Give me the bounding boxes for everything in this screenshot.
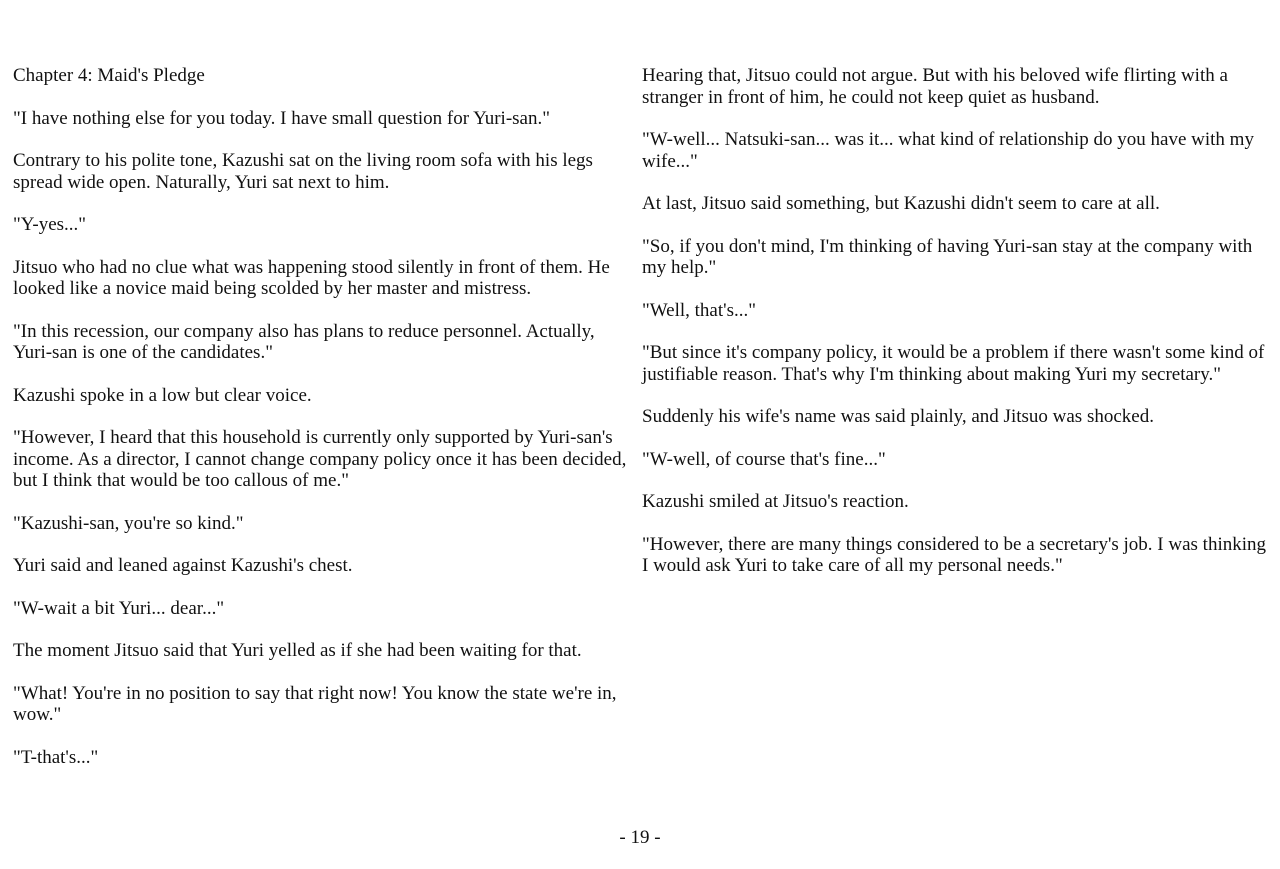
paragraph: "However, there are many things considered to be a secretary's job. I was thinking I would ask Yuri to take care of all my personal needs." bbox=[642, 533, 1267, 576]
paragraph: "W-well, of course that's fine..." bbox=[642, 448, 886, 470]
paragraph: "W-wait a bit Yuri... dear..." bbox=[13, 597, 225, 619]
paragraph: "Kazushi-san, you're so kind." bbox=[13, 512, 244, 534]
paragraph: "Well, that's..." bbox=[642, 299, 756, 321]
paragraph: "Y-yes..." bbox=[13, 214, 87, 235]
chapter-title: Chapter 4: Maid's Pledge bbox=[13, 65, 205, 86]
paragraph: Kazushi smiled at Jitsuo's reaction. bbox=[642, 491, 909, 512]
paragraph: "T-that's..." bbox=[13, 746, 99, 768]
paragraph: The moment Jitsuo said that Yuri yelled as if she had been waiting for that. bbox=[13, 640, 582, 661]
paragraph: Kazushi spoke in a low but clear voice. bbox=[13, 384, 312, 406]
paragraph: "I have nothing else for you today. I have small question for Yuri-san." bbox=[13, 107, 551, 129]
paragraph: "So, if you don't mind, I'm thinking of having Yuri-san stay at the company with my help." bbox=[642, 235, 1253, 278]
paragraph: At last, Jitsuo said something, but Kazushi didn't seem to care at all. bbox=[642, 193, 1160, 214]
paragraph: "In this recession, our company also has plans to reduce personnel. Actually, Yuri-san is one of the candidates." bbox=[13, 320, 595, 363]
paragraph: Hearing that, Jitsuo could not argue. But with his beloved wife flirting with a stranger in front of him, he could not keep quiet as husband. bbox=[642, 65, 1228, 108]
left-text-column bbox=[13, 65, 633, 789]
paragraph: Yuri said and leaned against Kazushi's chest. bbox=[13, 555, 353, 576]
page-number: - 19 - bbox=[619, 827, 661, 848]
paragraph: Contrary to his polite tone, Kazushi sat on the living room sofa with his legs spread wide open. Naturally, Yuri sat next to him. bbox=[13, 150, 593, 193]
paragraph: Suddenly his wife's name was said plainly, and Jitsuo was shocked. bbox=[642, 406, 1154, 427]
paragraph: Jitsuo who had no clue what was happening stood silently in front of them. He looked like a novice maid being scolded by her master and mistress. bbox=[13, 256, 610, 299]
paragraph: "However, I heard that this household is currently only supported by Yuri-san's income. As a director, I cannot change company policy once it has been decided, but I think that would be too callous of me." bbox=[13, 427, 627, 491]
paragraph: "W-well... Natsuki-san... was it... what kind of relationship do you have with my wife..." bbox=[642, 129, 1254, 172]
paragraph: "What! You're in no position to say that right now! You know the state we're in, wow." bbox=[13, 682, 617, 725]
right-text-column bbox=[642, 65, 1270, 598]
paragraph: "But since it's company policy, it would be a problem if there wasn't some kind of justifiable reason. That's why I'm thinking about making Yuri my secretary." bbox=[642, 342, 1265, 385]
